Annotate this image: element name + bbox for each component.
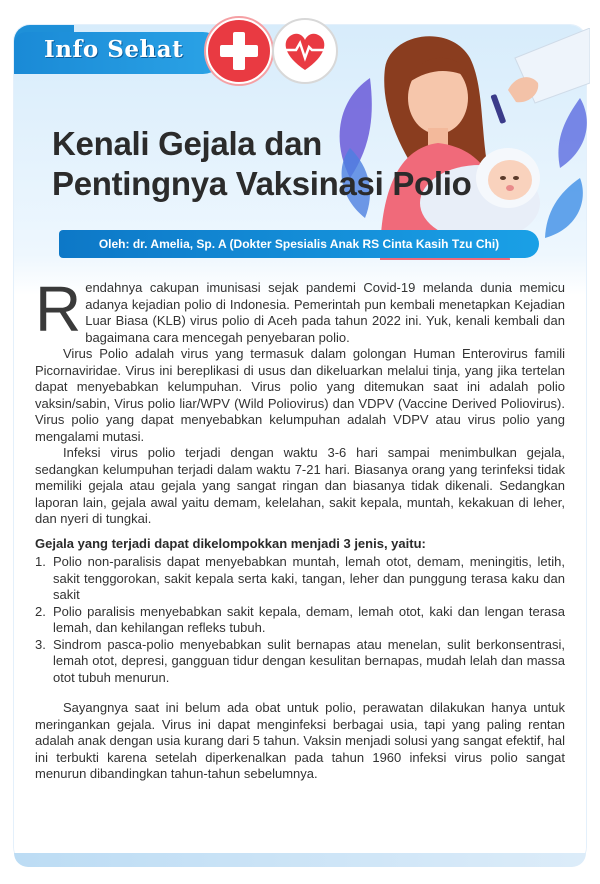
paragraph-3: Infeksi virus polio terjadi dengan waktu 3-6 hari sampai menimbulkan gejala, sedangkan kelumpuhan terjadi dalam waktu 7-21 hari. Biasanya orang yang terinfeksi tidak memiliki gejala atau gejala yang sangat ringan dan biasanya tidak dikenali. Sedangkan laporan lain, gejala awal yaitu demam, kelelahan, sakit kepala, muntah, kekakuan di leher, dan nyeri di tungkai.	[35, 445, 565, 526]
list-item-text: Sindrom pasca-polio menyebabkan sulit bernapas atau menelan, sulit berkonsentrasi, lemah otot, depresi, gangguan tidur dengan kesulitan bernapas, mudah lelah dan massa otot tubuh menurun.	[53, 636, 565, 685]
list-item	[35, 637, 565, 687]
list-item-number: 2.	[35, 603, 46, 619]
title-line-1: Kenali Gejala dan	[52, 125, 323, 162]
author-byline: Oleh: dr. Amelia, Sp. A (Dokter Spesialis Anak RS Cinta Kasih Tzu Chi)	[59, 230, 539, 258]
list-item-number: 1.	[35, 554, 46, 569]
medical-cross-icon	[206, 18, 272, 84]
spacer	[35, 686, 565, 700]
page-title	[52, 124, 472, 204]
list-item	[35, 554, 565, 604]
drop-cap: R	[35, 273, 82, 345]
title-line-2: Pentingnya Vaksinasi Polio	[52, 165, 472, 202]
paragraph-1	[35, 273, 565, 346]
symptoms-subheading: Gejala yang terjadi dapat dikelompokkan menjadi 3 jenis, yaitu:	[35, 535, 426, 551]
list-item-number: 3.	[35, 636, 46, 652]
heart-pulse-icon	[272, 18, 338, 84]
card-bottom-band	[14, 853, 586, 867]
symptoms-list	[35, 554, 565, 686]
brand-label: Info Sehat	[44, 36, 184, 63]
list-item-text: Polio paralisis menyebabkan sakit kepala, demam, lemah otot, kaki dan lengan terasa lemah, dan kehilangan refleks tubuh.	[53, 603, 565, 635]
paragraph-4: Sayangnya saat ini belum ada obat untuk polio, perawatan dilakukan hanya untuk meringankan gejala. Virus ini dapat menginfeksi berbagai usia, tapi yang paling rentan adalah anak dengan usia kurang dari 5 tahun. Vaksin menjadi solusi yang sangat efektif, hal ini terbukti karena setelah diperkenalkan pada tahun 1960 infeksi virus polio sangat menurun dibandingkan tahun-tahun sebelumnya.	[35, 700, 565, 781]
paragraph-2: Virus Polio adalah virus yang termasuk dalam golongan Human Enterovirus famili Picornaviridae. Virus ini bereplikasi di usus dan dikeluarkan melalui tinja, yang jika tertelan dapat menyebabkan kelumpuhan. Virus polio yang ditemukan saat ini adalah polio vaksin/sabin, Virus polio liar/WPV (Wild Poliovirus) dan VDPV (Vaccine Derived Poliovirus). Virus polio yang dapat menyebabkan kelumpuhan adalah VDPV atau virus polio yang mengalami mutasi.	[35, 346, 565, 444]
paragraph-1-text: endahnya cakupan imunisasi sejak pandemi Covid-19 melanda dunia memicu adanya kejadian polio di Indonesia. Pemerintah pun kembali menetapkan Kejadian Luar Biasa (KLB) virus polio di Aceh pada tahun 2022 ini. Yuk, kenali kembali dan bagaimana cara mencegah penyebaran polio.	[85, 280, 565, 345]
list-item	[35, 604, 565, 637]
list-item-text: Polio non-paralisis dapat menyebabkan muntah, lemah otot, demam, meningitis, letih, sakit tenggorokan, sakit kepala serta kaki, tangan, leher dan punggung terasa kaku dan sakit	[53, 554, 565, 602]
article-body	[35, 273, 565, 783]
